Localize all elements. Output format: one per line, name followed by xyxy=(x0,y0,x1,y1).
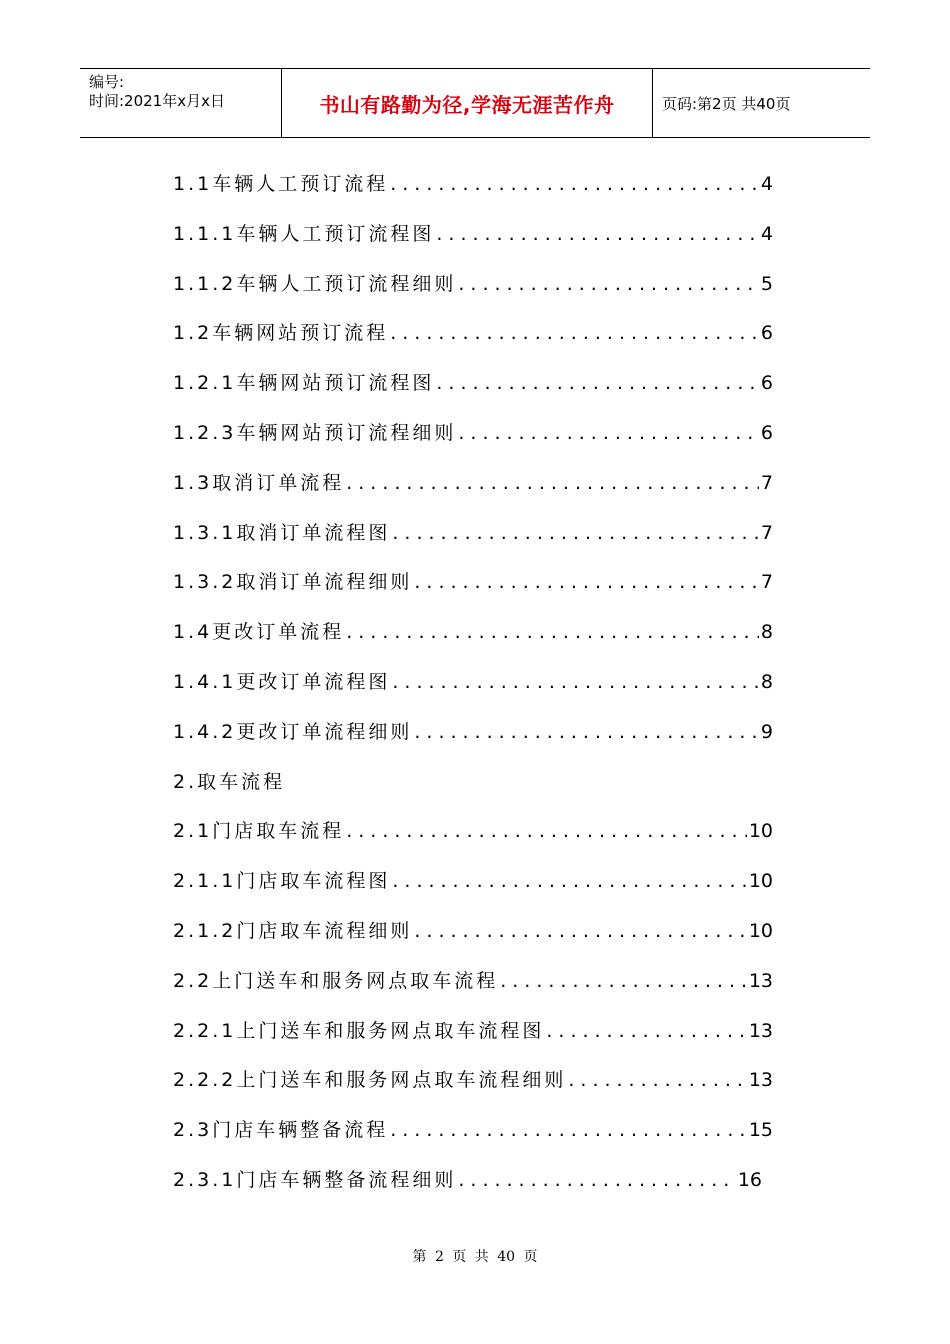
toc-dot-leader xyxy=(390,1111,747,1149)
toc-entry-title: 2.1.2门店取车流程细则 xyxy=(173,919,413,942)
toc-entry-title: 1.3.1取消订单流程图 xyxy=(173,521,391,544)
toc-entry-page: 7 xyxy=(760,471,773,494)
toc-dot-leader xyxy=(346,613,759,651)
toc-entry-page: 6 xyxy=(760,421,773,444)
toc-entry-title: 1.2.1车辆网站预订流程图 xyxy=(173,372,435,395)
page-header xyxy=(80,68,870,138)
toc-entry-page: 7 xyxy=(760,571,773,594)
toc-entry[interactable] xyxy=(173,912,773,962)
toc-entry[interactable] xyxy=(173,1061,773,1111)
toc-entry[interactable] xyxy=(173,563,773,613)
document-time-label: 时间:2021年x月x日 xyxy=(89,92,225,110)
header-page-info: 页码:第2页 共40页 xyxy=(662,94,791,113)
toc-entry-title: 1.1车辆人工预订流程 xyxy=(173,173,389,195)
toc-entry-page: 15 xyxy=(748,1119,773,1142)
toc-dot-leader xyxy=(458,414,759,452)
toc-entry-page: 9 xyxy=(760,720,773,743)
toc-entry[interactable] xyxy=(173,763,773,813)
toc-entry-page: 7 xyxy=(760,521,773,544)
toc-entry-title: 1.4.2更改订单流程细则 xyxy=(173,720,413,743)
toc-entry[interactable] xyxy=(173,713,773,763)
toc-entry-page: 16 xyxy=(737,1168,762,1191)
toc-entry[interactable] xyxy=(173,1111,773,1161)
toc-dot-leader xyxy=(568,1061,746,1099)
toc-entry-page: 13 xyxy=(748,969,773,992)
toc-entry-page: 10 xyxy=(748,919,773,942)
toc-entry[interactable] xyxy=(173,862,773,912)
toc-dot-leader xyxy=(414,713,759,751)
toc-entry-title: 1.2.3车辆网站预订流程细则 xyxy=(173,421,457,444)
toc-dot-leader xyxy=(390,314,759,352)
toc-dot-leader xyxy=(436,215,759,253)
toc-entry[interactable] xyxy=(173,1012,773,1062)
toc-entry-page: 10 xyxy=(748,820,773,843)
toc-dot-leader xyxy=(500,962,747,1000)
toc-dot-leader xyxy=(458,265,759,303)
toc-entry[interactable] xyxy=(173,215,773,265)
toc-entry[interactable] xyxy=(173,663,773,713)
toc-entry-page: 13 xyxy=(748,1069,773,1092)
toc-entry[interactable] xyxy=(173,962,773,1012)
toc-entry-title: 1.4.1更改订单流程图 xyxy=(173,670,391,693)
toc-entry-title: 1.4更改订单流程 xyxy=(173,621,345,644)
page-footer: 第 2 页 共 40 页 xyxy=(412,1249,538,1265)
toc-entry-title: 1.1.1车辆人工预订流程图 xyxy=(173,222,435,245)
toc-entry-page: 6 xyxy=(760,322,773,345)
toc-entry[interactable] xyxy=(173,414,773,464)
toc-entry-title: 2.3.1门店车辆整备流程细则 xyxy=(173,1168,457,1191)
toc-entry[interactable] xyxy=(173,265,773,315)
table-of-contents xyxy=(173,165,773,1211)
toc-entry-page: 13 xyxy=(748,1019,773,1042)
toc-entry[interactable] xyxy=(173,514,773,564)
toc-entry-page: 6 xyxy=(760,372,773,395)
toc-entry-title: 1.2车辆网站预订流程 xyxy=(173,322,389,345)
toc-entry-title: 1.3取消订单流程 xyxy=(173,471,345,494)
toc-entry-title: 2.取车流程 xyxy=(173,770,286,793)
toc-entry-page: 5 xyxy=(760,272,773,295)
header-meta xyxy=(80,69,281,137)
toc-entry-title: 2.3门店车辆整备流程 xyxy=(173,1119,389,1142)
toc-entry-title: 1.3.2取消订单流程细则 xyxy=(173,571,413,594)
toc-entry[interactable] xyxy=(173,812,773,862)
document-number-label: 编号: xyxy=(89,73,125,91)
toc-entry-title: 2.2.2上门送车和服务网点取车流程细则 xyxy=(173,1069,567,1092)
toc-entry[interactable] xyxy=(173,1161,762,1211)
toc-dot-leader xyxy=(414,563,759,601)
toc-dot-leader xyxy=(458,1161,735,1199)
toc-dot-leader xyxy=(346,812,747,850)
toc-entry-title: 1.1.2车辆人工预订流程细则 xyxy=(173,272,457,295)
header-motto: 书山有路勤为径,学海无涯苦作舟 xyxy=(281,69,653,137)
toc-dot-leader xyxy=(436,364,759,402)
toc-dot-leader xyxy=(546,1012,746,1050)
toc-entry[interactable] xyxy=(173,613,773,663)
toc-entry-title: 2.1门店取车流程 xyxy=(173,820,345,843)
toc-entry-title: 2.2上门送车和服务网点取车流程 xyxy=(173,969,499,992)
toc-entry-page: 4 xyxy=(760,173,773,195)
toc-dot-leader xyxy=(392,514,759,552)
toc-dot-leader xyxy=(414,912,746,950)
toc-entry[interactable] xyxy=(173,165,773,215)
toc-entry-page: 8 xyxy=(760,670,773,693)
toc-entry-page: 4 xyxy=(760,222,773,245)
toc-entry-title: 2.1.1门店取车流程图 xyxy=(173,870,391,893)
toc-entry[interactable] xyxy=(173,314,773,364)
toc-dot-leader xyxy=(392,862,746,900)
toc-entry-title: 2.2.1上门送车和服务网点取车流程图 xyxy=(173,1019,545,1042)
toc-dot-leader xyxy=(392,663,759,701)
toc-entry-page: 8 xyxy=(760,621,773,644)
toc-entry[interactable] xyxy=(173,464,773,514)
toc-entry-page: 10 xyxy=(748,870,773,893)
toc-dot-leader xyxy=(346,464,759,502)
toc-entry[interactable] xyxy=(173,364,773,414)
toc-dot-leader xyxy=(390,165,759,203)
